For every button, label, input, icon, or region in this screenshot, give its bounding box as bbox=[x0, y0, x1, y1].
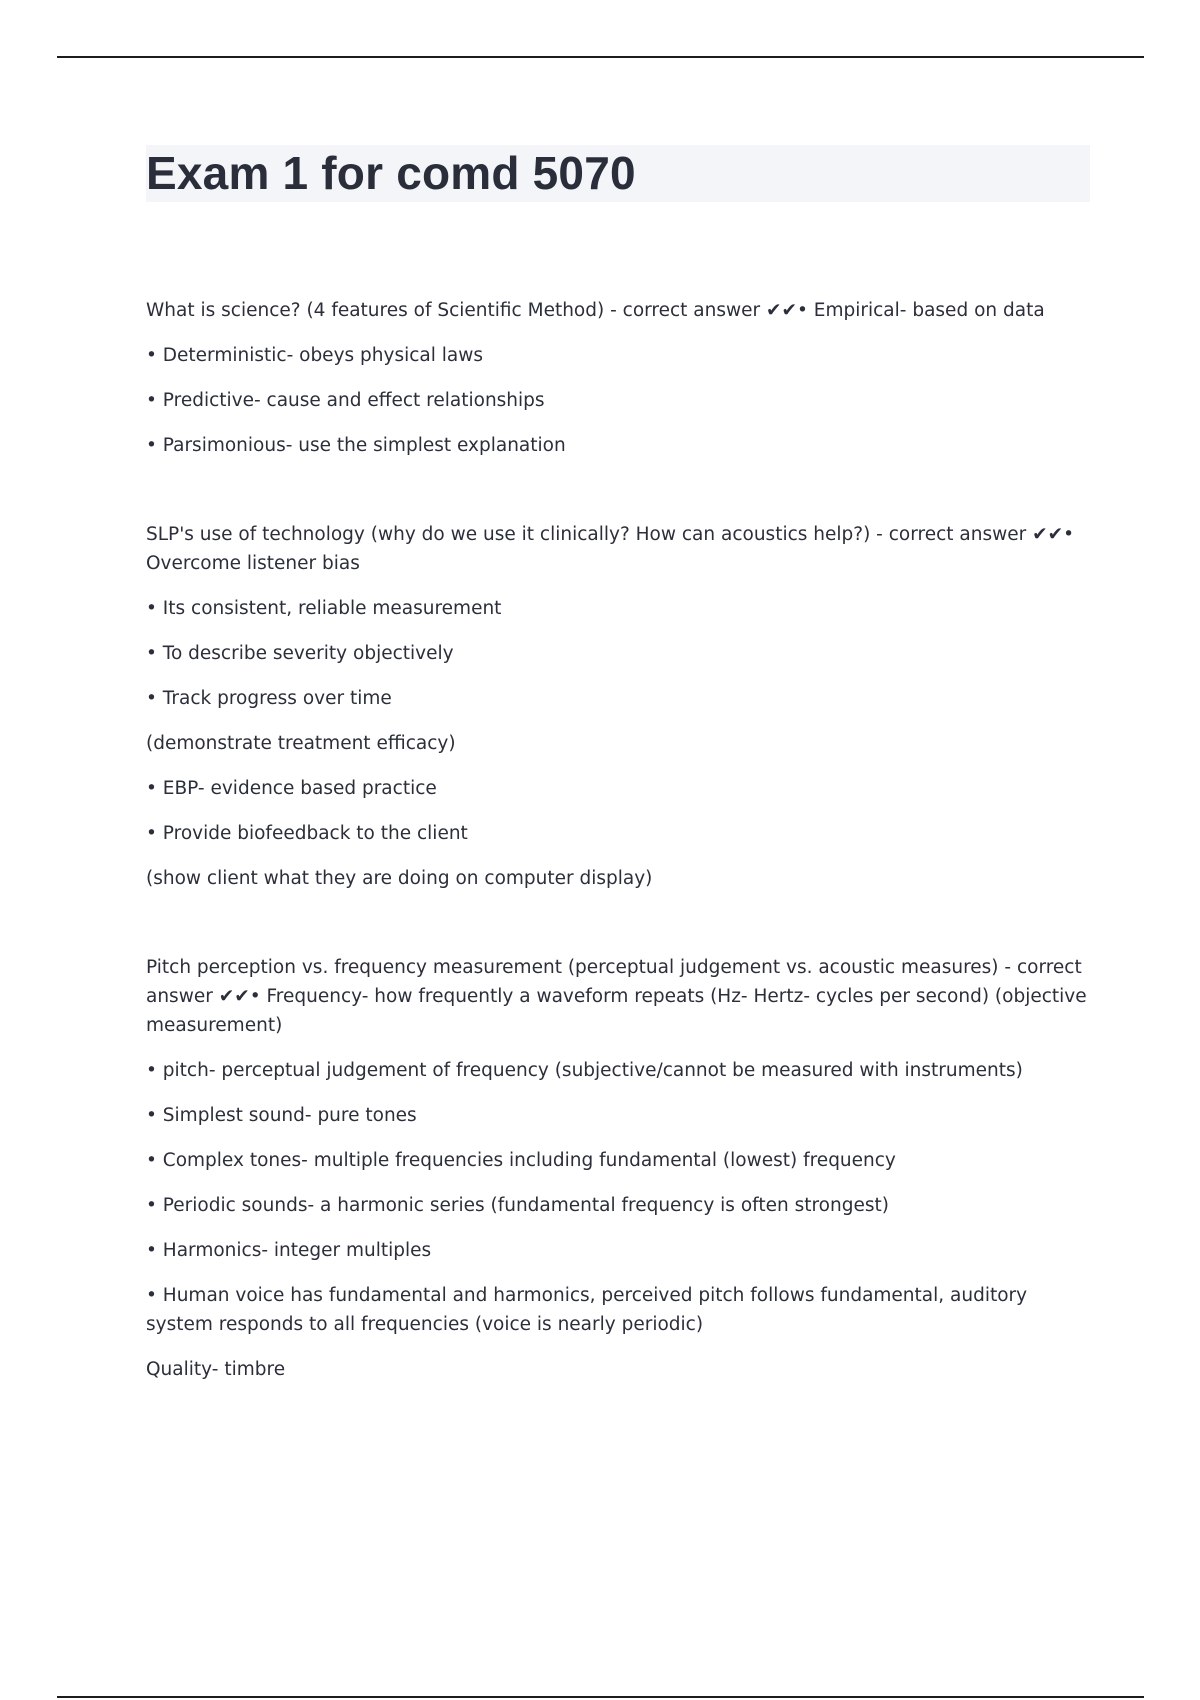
question-text: What is science? (4 features of Scientific Method) - correct answer ✔✔• Empirical- based on data bbox=[146, 300, 1045, 321]
qa-section-pitch bbox=[146, 953, 1090, 1384]
top-rule bbox=[57, 56, 1144, 58]
question-text: SLP's use of technology (why do we use it clinically? How can acoustics help?) - correct answer ✔✔• Overcome listener bias bbox=[146, 524, 1075, 574]
answer-line: • Predictive- cause and effect relationships bbox=[146, 390, 545, 411]
answer-line: • pitch- perceptual judgement of frequency (subjective/cannot be measured with instruments) bbox=[146, 1060, 1023, 1081]
answer-line: • Deterministic- obeys physical laws bbox=[146, 345, 484, 366]
qa-section-science bbox=[146, 296, 1090, 460]
title-band bbox=[146, 145, 1090, 202]
answer-line: • Human voice has fundamental and harmonics, perceived pitch follows fundamental, auditory system responds to all frequencies (voice is nearly periodic) bbox=[146, 1285, 1028, 1335]
answer-line: • Provide biofeedback to the client bbox=[146, 823, 468, 844]
answer-line: • Track progress over time bbox=[146, 688, 392, 709]
answer-line: • Simplest sound- pure tones bbox=[146, 1105, 417, 1126]
qa-sections bbox=[146, 296, 1090, 1384]
page-title: Exam 1 for comd 5070 bbox=[146, 147, 636, 199]
answer-line: • EBP- evidence based practice bbox=[146, 778, 437, 799]
answer-line: • Parsimonious- use the simplest explanation bbox=[146, 435, 566, 456]
answer-line: (show client what they are doing on computer display) bbox=[146, 868, 653, 889]
answer-line: • Complex tones- multiple frequencies including fundamental (lowest) frequency bbox=[146, 1150, 896, 1171]
answer-line: Quality- timbre bbox=[146, 1359, 286, 1380]
document-body bbox=[146, 145, 1090, 1444]
answer-line: • Harmonics- integer multiples bbox=[146, 1240, 432, 1261]
qa-section-technology bbox=[146, 520, 1090, 893]
answer-line: (demonstrate treatment efficacy) bbox=[146, 733, 456, 754]
answer-line: • Its consistent, reliable measurement bbox=[146, 598, 502, 619]
answer-line: • To describe severity objectively bbox=[146, 643, 454, 664]
answer-line: • Periodic sounds- a harmonic series (fundamental frequency is often strongest) bbox=[146, 1195, 889, 1216]
bottom-rule bbox=[57, 1696, 1144, 1698]
question-text: Pitch perception vs. frequency measurement (perceptual judgement vs. acoustic measures) - correct answer ✔✔• Frequency- how frequently a waveform repeats (Hz- Hertz- cycles per second) (objective measurement) bbox=[146, 957, 1087, 1036]
